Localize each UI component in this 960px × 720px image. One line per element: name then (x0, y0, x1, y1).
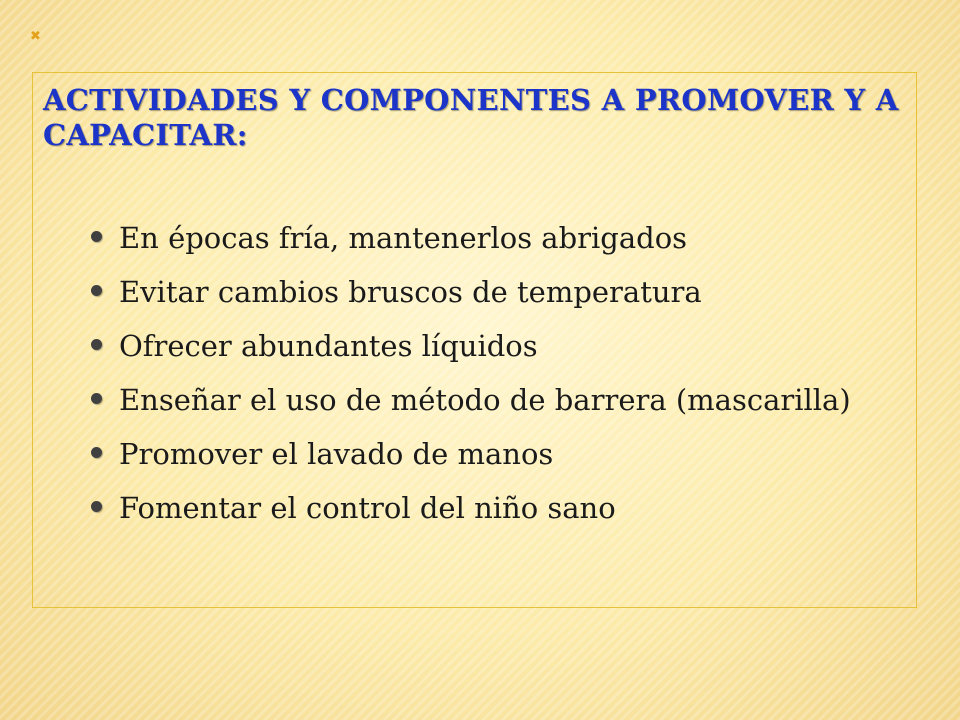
list-item (91, 488, 909, 528)
bullet-text: En épocas fría, mantenerlos abrigados (119, 221, 688, 255)
bullet-list (91, 218, 909, 542)
bullet-dot-icon (91, 339, 102, 350)
corner-x-icon: ✖ (30, 29, 41, 44)
bullet-dot-icon (91, 393, 102, 404)
bullet-text: Fomentar el control del niño sano (119, 491, 616, 525)
list-item (91, 434, 909, 474)
bullet-text: Promover el lavado de manos (119, 437, 554, 471)
bullet-text: Enseñar el uso de método de barrera (mascarilla) (119, 383, 851, 417)
content-box (32, 72, 917, 608)
bullet-text: Ofrecer abundantes líquidos (119, 329, 538, 363)
list-item (91, 326, 909, 366)
bullet-dot-icon (91, 231, 102, 242)
slide-title: ACTIVIDADES Y COMPONENTES A PROMOVER Y A CAPACITAR: (43, 83, 899, 152)
bullet-text: Evitar cambios bruscos de temperatura (119, 275, 702, 309)
list-item (91, 272, 909, 312)
bullet-dot-icon (91, 501, 102, 512)
bullet-dot-icon (91, 285, 102, 296)
list-item (91, 218, 909, 258)
bullet-dot-icon (91, 447, 102, 458)
list-item (91, 380, 909, 420)
